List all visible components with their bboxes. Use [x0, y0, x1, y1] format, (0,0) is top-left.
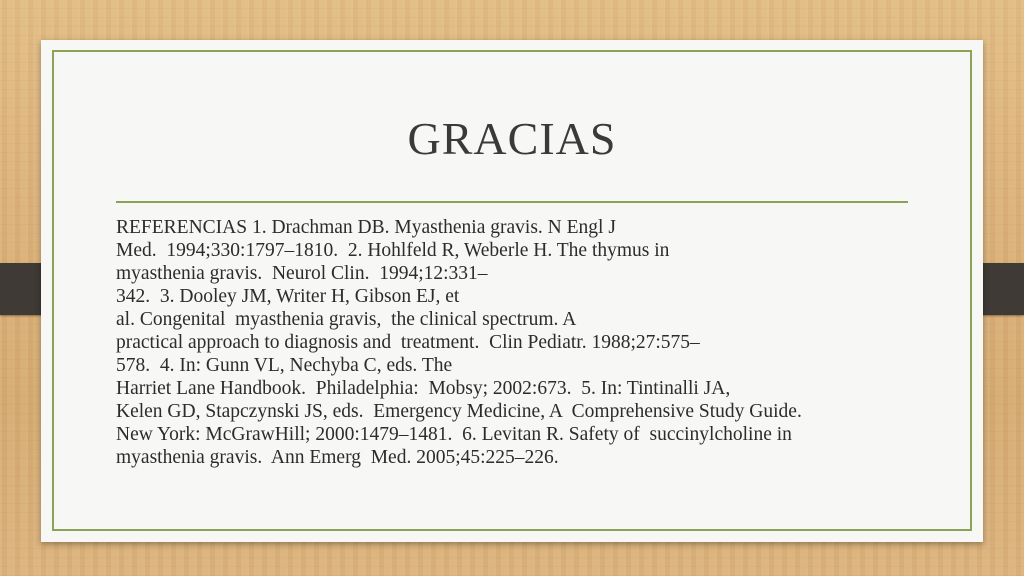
slide-title: GRACIAS — [407, 113, 617, 164]
references-line: practical approach to diagnosis and treatment. Clin Pediatr. 1988;27:575– — [116, 332, 700, 353]
references-line: 578. 4. In: Gunn VL, Nechyba C, eds. The — [116, 355, 453, 376]
references-line: Med. 1994;330:1797–1810. 2. Hohlfeld R, Weberle H. The thymus in — [116, 240, 670, 261]
title-divider — [116, 201, 908, 203]
references-line: Kelen GD, Stapczynski JS, eds. Emergency Medicine, A Comprehensive Study Guide. — [116, 401, 802, 422]
references-body — [116, 216, 936, 469]
references-line: myasthenia gravis. Ann Emerg Med. 2005;45:225–226. — [116, 447, 559, 468]
references-line: al. Congenital myasthenia gravis, the clinical spectrum. A — [116, 309, 577, 330]
references-line: New York: McGrawHill; 2000:1479–1481. 6. Levitan R. Safety of succinylcholine in — [116, 424, 792, 445]
slide-card — [41, 40, 983, 542]
references-line: 342. 3. Dooley JM, Writer H, Gibson EJ, et — [116, 286, 460, 307]
references-line: myasthenia gravis. Neurol Clin. 1994;12:331– — [116, 263, 488, 284]
references-line: Harriet Lane Handbook. Philadelphia: Mobsy; 2002:673. 5. In: Tintinalli JA, — [116, 378, 731, 399]
references-line: REFERENCIAS 1. Drachman DB. Myasthenia gravis. N Engl J — [116, 217, 616, 238]
